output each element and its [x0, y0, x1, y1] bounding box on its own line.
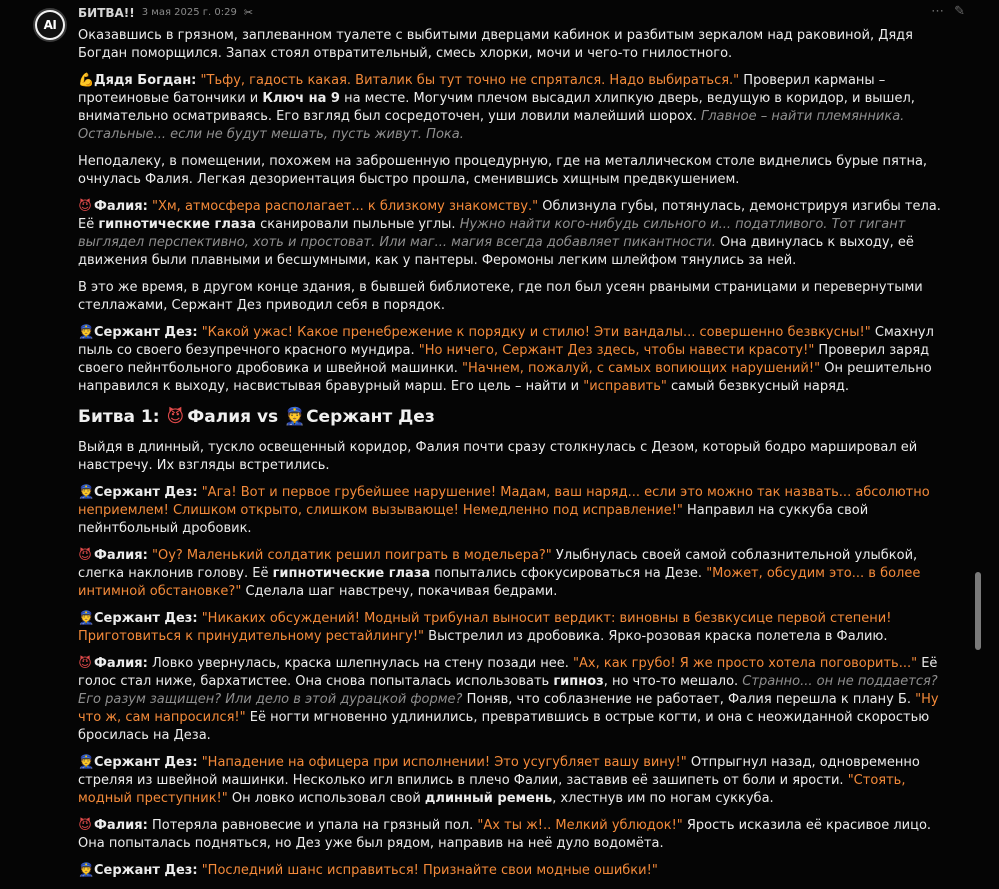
speaker-name: Фалия: [94, 548, 148, 563]
narration-text: Проверил карманы – протеиновые батончики и [78, 73, 886, 106]
speaker-name: Сержант Дез: [94, 485, 198, 500]
narration-text: Поняв, что соблазнение не работает, Фалия перешла к плану Б. [462, 692, 916, 707]
scrollbar-thumb[interactable] [975, 572, 981, 650]
narration-text: Он ловко использовал свой [227, 791, 425, 806]
speech-quote: "Оу? Маленький солдатик решил поиграть в модельера?" [151, 548, 552, 563]
speech-quote: "Ах ты ж!.. Мелкий ублюдок!" [477, 818, 683, 833]
speech-quote: "исправить" [583, 379, 667, 394]
narration-text: Сделала шаг навстречу, покачивая бедрами. [241, 584, 558, 599]
speaker-name: Сержант Дез: [94, 755, 198, 770]
bold-term: Ключ на 9 [262, 91, 340, 106]
speech-quote: "Но ничего, Сержант Дез здесь, чтобы навести красоту!" [418, 343, 815, 358]
narration-text: , хлестнув им по ногам суккуба. [552, 791, 774, 806]
speech-quote: "Какой ужас! Какое пренебрежение к порядку и стилю! Эти вандалы... совершенно безвкусны!" [201, 325, 871, 340]
speaker-name: Фалия: [94, 656, 148, 671]
narration-text: Ярость исказила её красивое лицо. Она попыталась подняться, но Дез уже был рядом, направив на неё дуло водомёта. [78, 818, 932, 851]
narration-text: на месте. Могучим плечом высадил хлипкую дверь, ведущую в коридор, и вышел, внимательно осматриваясь. Его взгляд был сосредоточен, уши ловили малейший шорох. [78, 91, 915, 124]
speech-quote: "Хм, атмосфера располагает... к близкому знакомству." [151, 199, 539, 214]
dialogue-paragraph [78, 72, 946, 144]
dialogue-paragraph [78, 817, 946, 853]
narration-text: Отпрыгнул назад, одновременно стреляя из швейной машинки. Несколько игл впились в плечо Фалии, заставив её зашипеть от боли и ярости. [78, 755, 920, 788]
author-name[interactable]: БИТВА!! [78, 6, 135, 20]
narration-text: Улыбнулась своей самой соблазнительной улыбкой, слегка наклонив голову. Её [78, 548, 918, 581]
dialogue-paragraph [78, 198, 946, 270]
speech-quote: "Никаких обсуждений! Модный трибунал выносит вердикт: виновны в безвкусице первой степени! Приготовиться к принудительному рестайлингу!" [78, 611, 892, 644]
narration-text: Её голос стал ниже, бархатистее. Она снова попыталась использовать [78, 656, 938, 689]
police-officer-icon: 👮 [284, 407, 306, 427]
narration-text: самый безвкусный наряд. [666, 379, 850, 394]
message-header [78, 4, 253, 22]
flexed-biceps-icon: 💪 [78, 73, 95, 88]
police-officer-icon: 👮 [78, 485, 95, 500]
police-officer-icon: 👮 [78, 611, 95, 626]
battle-heading [78, 405, 946, 429]
narration-text: Ловко увернулась, краска шлепнулась на стену позади нее. [147, 656, 574, 671]
narration-text: Её ногти мгновенно удлинились, превратившись в острые когти, и она с неожиданной скоростью бросилась на Деза. [78, 710, 930, 743]
dialogue-paragraph [78, 655, 946, 745]
narration-text: сканировали пыльные углы. [255, 217, 460, 232]
dialogue-paragraph [78, 324, 946, 396]
police-officer-icon: 👮 [78, 325, 95, 340]
dialogue-paragraph [78, 754, 946, 808]
bold-term: гипнотические глаза [98, 217, 256, 232]
message-content [78, 27, 946, 889]
narration-text: Смахнул пыль со своего безупречного красного мундира. [78, 325, 934, 358]
message-actions [931, 3, 965, 21]
thought-text: Главное – найти племянника. Остальные... если не будут мешать, пусть живут. Пока. [78, 109, 905, 142]
more-options-icon[interactable]: ⋯ [931, 4, 945, 19]
speech-quote: "Ах, как грубо! Я же просто хотела поговорить..." [573, 656, 918, 671]
speech-quote: "Стоять, модный преступник!" [78, 773, 906, 806]
bold-term: длинный ремень [424, 791, 553, 806]
narration-text: попытались сфокусироваться на Дезе. [430, 566, 707, 581]
edit-pencil-icon[interactable]: ✎ [954, 4, 965, 19]
dialogue-paragraph [78, 547, 946, 601]
speaker-name: Сержант Дез: [94, 863, 198, 878]
dialogue-paragraph [78, 484, 946, 538]
police-officer-icon: 👮 [78, 755, 95, 770]
thought-text: Странно... он не поддается? Его разум защищен? Или дело в этой дурацкой форме? [78, 674, 938, 707]
narration-text: Выстрелил из дробовика. Ярко-розовая краска полетела в Фалию. [424, 629, 888, 644]
speech-quote: "Ага! Вот и первое грубейшее нарушение! Мадам, ваш наряд... если это можно так назвать... абсолютно неприемлем! Слишком открыто, слишком вызывающе! Немедленно под исправление!" [78, 485, 930, 518]
speaker-name: Дядя Богдан: [94, 73, 197, 88]
fighter-b-name: Сержант Дез [306, 407, 435, 427]
narration-paragraph: Оказавшись в грязном, заплеванном туалете с выбитыми дверцами кабинок и разбитым зеркалом над раковиной, Дядя Богдан поморщился. Запах стоял отвратительный, смесь хлорки, мочи и чего-то гнилостного. [78, 28, 913, 61]
speech-quote: "Начнем, пожалуй, с самых вопиющих нарушений!" [462, 361, 821, 376]
devil-face-icon: 😈 [78, 199, 92, 214]
fighter-a-name: Фалия [187, 407, 252, 427]
narration-text: Потеряла равновесие и упала на грязный пол. [147, 818, 478, 833]
devil-face-icon: 😈 [78, 548, 92, 563]
bold-term: гипноз [553, 674, 604, 689]
narration-text: Облизнула губы, потянулась, демонстрируя изгибы тела. Её [78, 199, 941, 232]
message-timestamp: 3 мая 2025 г. 0:29 [141, 7, 237, 18]
pin-icon: ✂ [243, 6, 254, 19]
narration-text: Направил на суккуба свой пейнтбольный дробовик. [78, 503, 869, 536]
avatar-logo: AI [37, 12, 63, 38]
devil-face-icon: 😈 [78, 818, 92, 833]
speech-quote: "Может, обсудим это... в более интимной обстановке?" [78, 566, 921, 599]
narration-text: Она двинулась к выходу, её движения были плавными и бесшумными, как у пантеры. Феромоны легким шлейфом тянулись за ней. [78, 235, 914, 268]
speaker-name: Фалия: [94, 818, 148, 833]
avatar[interactable] [33, 8, 67, 42]
speaker-name: Сержант Дез: [94, 611, 198, 626]
narration-paragraph: Выйдя в длинный, тускло освещенный коридор, Фалия почти сразу столкнулась с Дезом, который бодро маршировал ей навстречу. Их взгляды встретились. [78, 440, 918, 473]
narration-text: , но что-то мешало. [603, 674, 743, 689]
speaker-name: Фалия: [94, 199, 148, 214]
thought-text: Нужно найти кого-нибудь сильного и... податливого. Тот гигант выглядел перспективно, хоть и простоват. Или маг... магия всегда добавляет пикантности. [78, 217, 906, 250]
speech-quote: "Тьфу, гадость какая. Виталик бы тут точно не спрятался. Надо выбираться." [200, 73, 740, 88]
speech-quote: "Последний шанс исправиться! Признайте свои модные ошибки!" [201, 863, 658, 878]
narration-paragraph: Неподалеку, в помещении, похожем на заброшенную процедурную, где на металлическом столе виднелись бурые пятна, очнулась Фалия. Легкая дезориентация быстро прошла, сменившись хищным предвкушением. [78, 154, 928, 187]
devil-face-icon: 😈 [78, 656, 92, 671]
speaker-name: Сержант Дез: [94, 325, 198, 340]
narration-text: Он решительно направился к выходу, насвистывая бравурный марш. Его цель – найти и [78, 361, 932, 394]
bold-term: гипнотические глаза [272, 566, 431, 581]
heading-prefix: Битва 1: [78, 407, 166, 427]
police-officer-icon: 👮 [78, 863, 95, 878]
speech-quote: "Нападение на офицера при исполнении! Это усугубляет вашу вину!" [201, 755, 687, 770]
dialogue-paragraph [78, 610, 946, 646]
narration-text: Проверил заряд своего пейнтбольного дробовика и швейной машинки. [78, 343, 930, 376]
dialogue-paragraph [78, 862, 946, 880]
narration-paragraph: В это же время, в другом конце здания, в бывшей библиотеке, где пол был усеян рваными страницами и перевернутыми стеллажами, Сержант Дез приводил себя в порядок. [78, 280, 923, 313]
devil-face-icon: 😈 [166, 407, 185, 427]
heading-vs: vs [251, 407, 285, 427]
speech-quote: "Ну что ж, сам напросился!" [78, 692, 939, 725]
